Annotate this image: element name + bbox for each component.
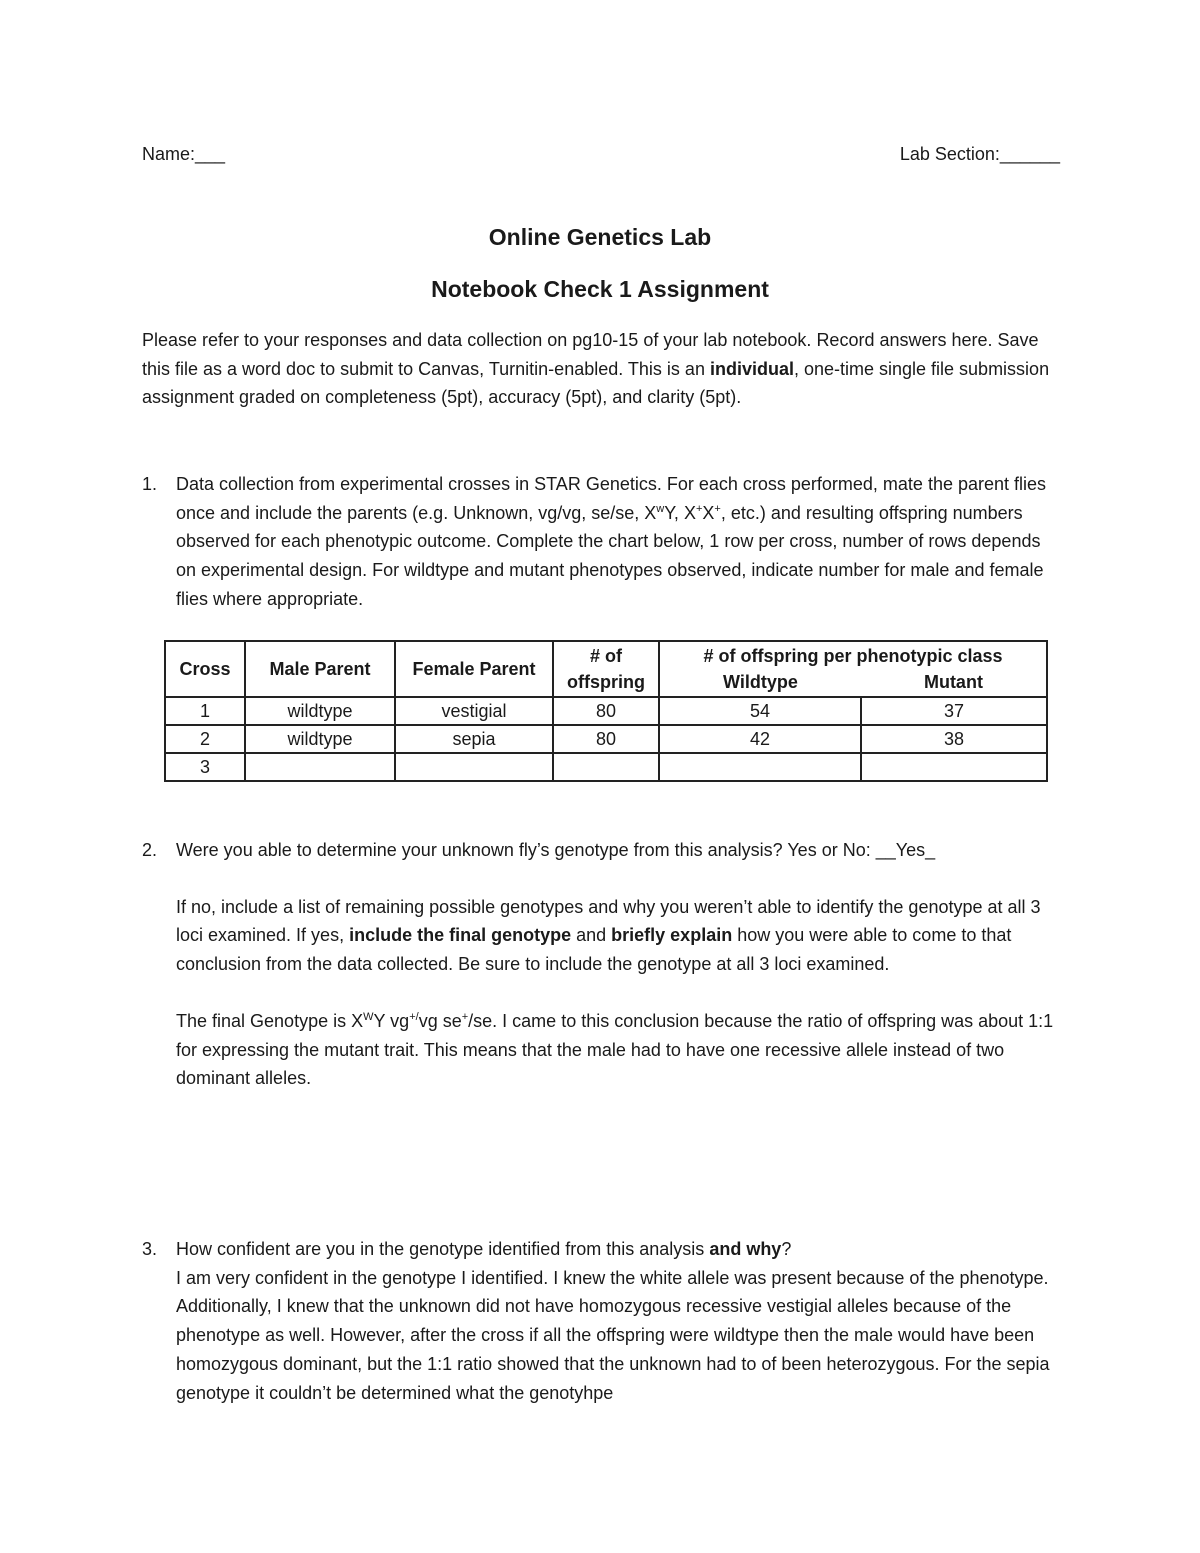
q1-text-a: Data collection from experimental crosses in STAR Genetics. For each cross performed, mate the parent flies once and include the parents (e.g. Unknown, vg/vg, se/se, X: [176, 474, 1047, 523]
lab-section-field-label: Lab Section:______: [899, 144, 1060, 164]
question-3-text: [176, 1235, 1062, 1264]
cell-cross: 3: [165, 753, 245, 781]
q2-instr-bold-1: include the final genotype: [349, 925, 572, 946]
cell-mutant: [861, 753, 1047, 781]
cell-male: wildtype: [245, 725, 395, 753]
intro-text-1: Please refer to your responses and data collection on pg10-15 of your lab notebook. Record answers here. Save this file as a word doc to submit to Canvas, Turnitin-enabled. This is an: [142, 330, 1039, 379]
cell-male: [245, 753, 395, 781]
q2-ans-c: vg se: [418, 1010, 462, 1031]
header-phenotypic-class: [659, 641, 1047, 697]
q2-ans-b: Y vg: [373, 1010, 410, 1031]
cell-offspring: 80: [553, 697, 659, 725]
cell-mutant: 37: [861, 697, 1047, 725]
cell-male: wildtype: [245, 697, 395, 725]
question-2-instructions: [176, 893, 1062, 979]
cell-wildtype: 54: [659, 697, 861, 725]
header-cross: Cross: [165, 641, 245, 697]
header-offspring-line1: # of: [589, 646, 622, 666]
q2-instr-bold-2: briefly explain: [611, 925, 733, 946]
question-2-number: 2.: [142, 840, 158, 860]
intro-text-2: , one-time single file submission assignment graded on completeness (5pt), accuracy (5pt), and clarity (5pt).: [142, 358, 1050, 407]
table-row: [165, 753, 1047, 781]
cell-wildtype: [659, 753, 861, 781]
q2-instr-c: how you were able to come to that conclusion from the data collected. Be sure to include the genotype at all 3 loci examined.: [176, 925, 1012, 975]
q2-instr-b: and: [571, 925, 612, 946]
q3-question-a: How confident are you in the genotype identified from this analysis: [176, 1239, 710, 1259]
cell-female: [395, 753, 553, 781]
header-wildtype: Wildtype: [723, 672, 798, 692]
header-class-subheaders: [660, 669, 1046, 695]
q1-text-b: Y, X: [664, 502, 696, 523]
cell-mutant: 38: [861, 725, 1047, 753]
cell-female: sepia: [395, 725, 553, 753]
header-class-title: # of offspring per phenotypic class: [703, 646, 1003, 666]
question-3-answer: I am very confident in the genotype I identified. I knew the white allele was present because of the phenotype. Additionally, I knew that the unknown did not have homozygous recessive vestigial alleles because of the phenotype as well. However, after the cross if all the offspring were wildtype then the male would have been homozygous dominant, but the 1:1 ratio showed that the unknown had to of been heterozygous. For the sepia genotype it couldn’t be determined what the genotyhpe: [176, 1267, 1050, 1403]
q2-instr-a: If no, include a list of remaining possible genotypes and why you weren’t able to identify the genotype at all 3 loci examined. If yes,: [176, 896, 1041, 946]
q2-ans-sup-3: +: [461, 1010, 469, 1023]
question-2-text: Were you able to determine your unknown fly’s genotype from this analysis? Yes or No: __Yes_: [176, 840, 936, 860]
cell-offspring: [553, 753, 659, 781]
cell-offspring: 80: [553, 725, 659, 753]
question-3-body: [176, 1235, 1062, 1407]
question-3-number: 3.: [142, 1239, 158, 1259]
cell-cross: 1: [165, 697, 245, 725]
header-male-parent: Male Parent: [245, 641, 395, 697]
question-1-number: 1.: [142, 474, 158, 494]
table-row: [165, 697, 1047, 725]
question-2-answer: [176, 1007, 1062, 1093]
question-1-text: [176, 470, 1062, 614]
cell-female: vestigial: [395, 697, 553, 725]
header-offspring-count: [553, 641, 659, 697]
q1-sup-plus-2: +: [714, 502, 721, 515]
name-field-label: Name:___: [142, 144, 226, 164]
q1-text-d: , etc.) and resulting offspring numbers observed for each phenotypic outcome. Complete the chart below, 1 row per cross, number of rows depends on experimental design. For wildtype and mutant phenotypes observed, indicate number for male and female flies where appropriate.: [176, 502, 1044, 609]
header-offspring-line2: offspring: [567, 672, 645, 692]
q2-ans-a: The final Genotype is X: [176, 1010, 364, 1031]
cell-cross: 2: [165, 725, 245, 753]
document-subtitle: Notebook Check 1 Assignment: [431, 276, 769, 302]
cell-wildtype: 42: [659, 725, 861, 753]
q1-sup-plus-1: +: [695, 502, 703, 515]
document-title: Online Genetics Lab: [488, 224, 712, 250]
question-1: [142, 470, 1062, 614]
header-female-parent: Female Parent: [395, 641, 553, 697]
header-mutant: Mutant: [923, 672, 983, 692]
q2-ans-sup-2: +/: [409, 1010, 419, 1023]
table-row: [165, 725, 1047, 753]
cross-data-table: [164, 640, 1048, 782]
header-row: [142, 144, 1060, 170]
q2-ans-sup-1: W: [363, 1010, 374, 1023]
q3-question-bold: and why: [709, 1239, 782, 1259]
q1-text-c: X: [702, 502, 715, 523]
q2-ans-d: /se. I came to this conclusion because the ratio of offspring was about 1:1 for expressing the mutant trait. This means that the male had to have one recessive allele instead of two dominant alleles.: [176, 1010, 1054, 1089]
question-3: [142, 1235, 1062, 1407]
q3-question-b: ?: [781, 1239, 792, 1259]
intro-bold-individual: individual: [709, 358, 794, 379]
intro-paragraph: [142, 326, 1062, 412]
question-2: [142, 836, 1062, 1093]
question-2-body: [176, 836, 1062, 1093]
q1-sup-w: w: [656, 502, 665, 515]
